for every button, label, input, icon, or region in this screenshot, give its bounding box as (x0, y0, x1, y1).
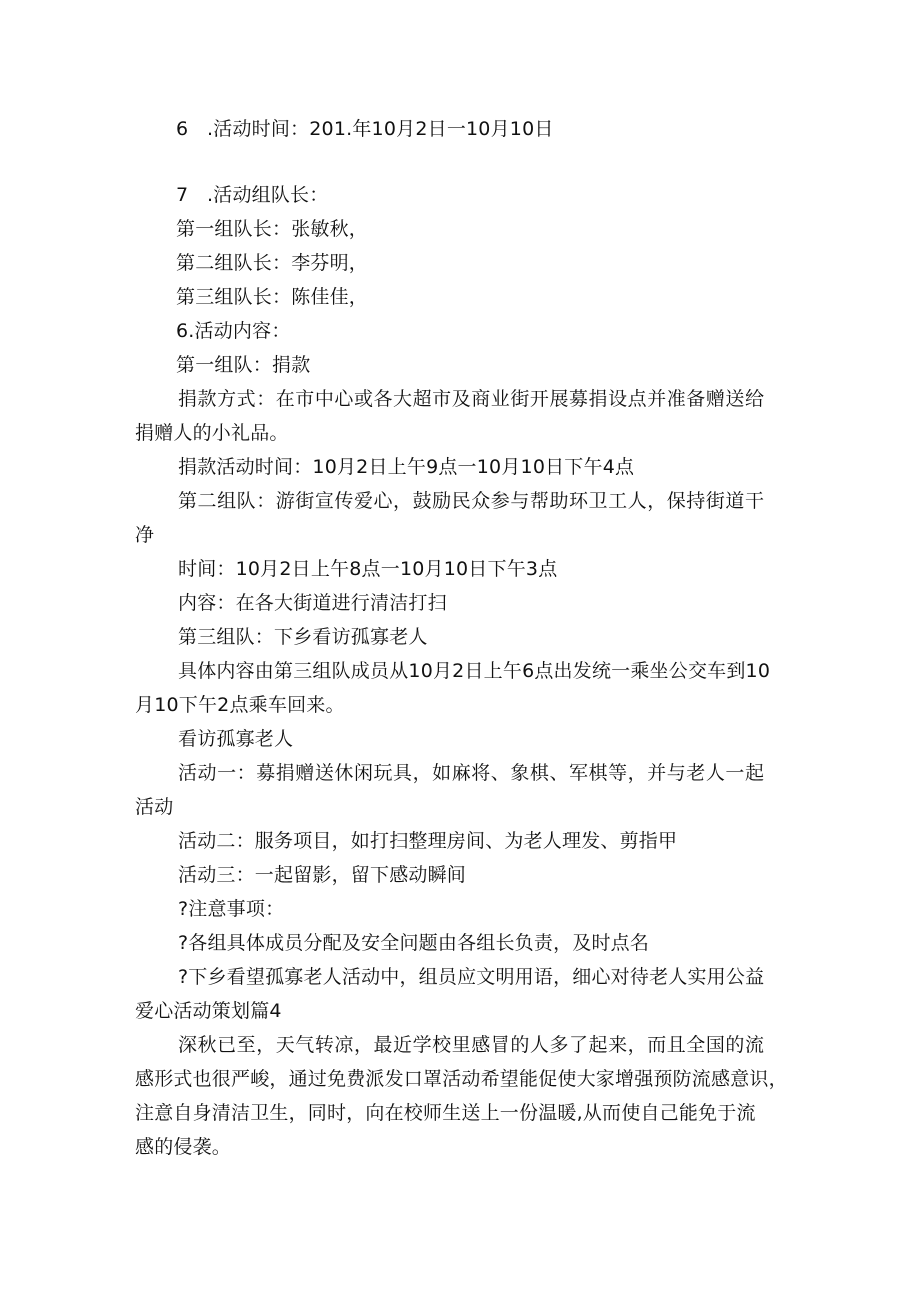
donation-method-continued: 捐赠人的小礼品。 (135, 422, 289, 444)
team-3-detail-continued: 月10下午2点乘车回来。 (135, 694, 345, 716)
activity-one-line: 活动一：募捐赠送休闲玩具，如麻将、象棋、军棋等，并与老人一起 (178, 762, 765, 784)
team-2-title-continued: 净 (135, 524, 155, 546)
team-leader-3-line: 第三组队长：陈佳佳， (176, 286, 369, 308)
article-4-paragraph-line-1: 深秋已至，天气转凉，最近学校里感冒的人多了起来，而且全国的流 (178, 1034, 765, 1056)
article-4-paragraph-line-2: 感形式也很严峻，通过免费派发口罩活动希望能促使大家增强预防流感意识， (135, 1068, 788, 1090)
team-leader-1-line: 第一组队长：张敏秋， (176, 218, 369, 240)
team-3-detail-line: 具体内容由第三组队成员从10月2日上午6点出发统一乘坐公交车到10 (178, 660, 771, 682)
note-2-continued: 爱心活动策划篇4 (135, 1000, 282, 1022)
note-1-line: ?各组具体成员分配及安全问题由各组长负责，及时点名 (178, 932, 650, 954)
activity-content-heading: 6.活动内容： (176, 320, 291, 342)
donation-method-line: 捐款方式：在市中心或各大超市及商业街开展募捐设点并准备赠送给 (178, 388, 765, 410)
activity-time-line: 6 .活动时间：201.年10月2日一10月10日 (176, 118, 554, 140)
team-leader-2-line: 第二组队长：李芬明， (176, 252, 369, 274)
team-3-title-line: 第三组队：下乡看访孤寡老人 (178, 626, 428, 648)
activity-three-line: 活动三：一起留影，留下感动瞬间 (178, 864, 467, 886)
team-2-time-line: 时间：10月2日上午8点一10月10日下午3点 (178, 558, 558, 580)
team-2-content-line: 内容：在各大街道进行清洁打扫 (178, 592, 447, 614)
visit-elderly-heading: 看访孤寡老人 (178, 728, 294, 750)
team-leaders-heading: 7 .活动组队长： (176, 184, 329, 206)
article-4-paragraph-line-4: 感的侵袭。 (135, 1136, 232, 1158)
notes-heading: ?注意事项： (178, 898, 285, 920)
activity-one-continued: 活动 (135, 796, 174, 818)
team-1-title: 第一组队：捐款 (176, 354, 311, 376)
donation-time-line: 捐款活动时间：10月2日上午9点一10月10日下午4点 (178, 456, 635, 478)
activity-two-line: 活动二：服务项目，如打扫整理房间、为老人理发、剪指甲 (178, 830, 678, 852)
article-4-paragraph-line-3: 注意自身清洁卫生，同时，向在校师生送上一份温暖,从而使自己能免于流 (135, 1102, 756, 1124)
note-2-line: ?下乡看望孤寡老人活动中，组员应文明用语，细心对待老人实用公益 (178, 966, 765, 988)
team-2-title-line: 第二组队：游街宣传爱心，鼓励民众参与帮助环卫工人，保持街道干 (178, 490, 765, 512)
